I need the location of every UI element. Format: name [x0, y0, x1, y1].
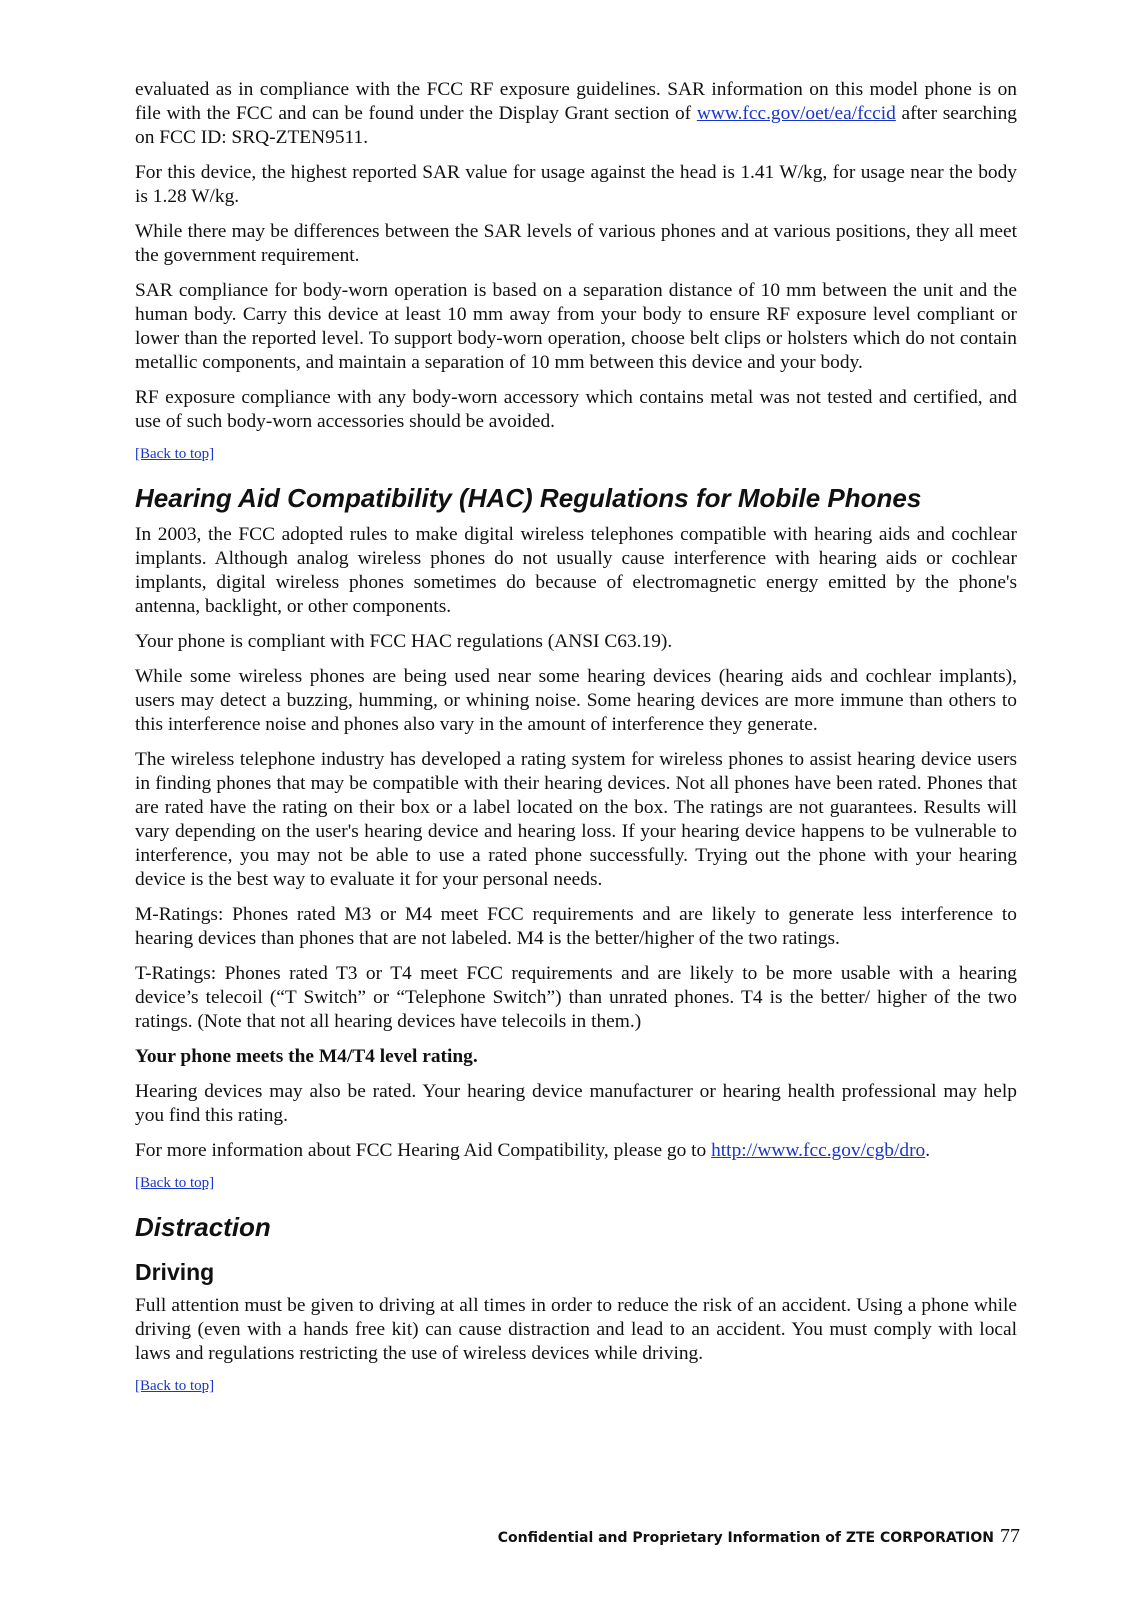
back-to-top-link-1[interactable]: [Back to top]: [135, 446, 215, 462]
sar-p1-tail: after searching on FCC ID: SRQ-ZTEN9511.: [135, 103, 1017, 148]
page-footer: [0, 1525, 1020, 1548]
sar-paragraph-3: While there may be differences between the SAR levels of various phones and at various positions, they all meet the government requirement.: [135, 221, 1017, 266]
hac-p9-tail: .: [925, 1140, 931, 1161]
fcc-id-link[interactable]: www.fcc.gov/oet/ea/fccid: [696, 103, 896, 124]
back-to-top-link-3[interactable]: [Back to top]: [135, 1378, 215, 1394]
hac-paragraph-4: The wireless telephone industry has developed a rating system for wireless phones to assist hearing device users in finding phones that may be compatible with their hearing devices. Not all phones have been rated. Phones that are rated have the rating on their box or a label located on the box. The ratings are not guarantees. Results will vary depending on the user's hearing device and hearing loss. If your hearing device happens to be vulnerable to interference, you may not be able to use a rated phone successfully. Trying out the phone with your hearing device is the best way to evaluate it for your personal needs.: [135, 749, 1017, 890]
hac-heading: Hearing Aid Compatibility (HAC) Regulations for Mobile Phones: [135, 483, 922, 513]
hac-paragraph-8: Hearing devices may also be rated. Your hearing device manufacturer or hearing health professional may help you find this rating.: [135, 1081, 1017, 1126]
sar-paragraph-1: [135, 78, 1017, 150]
hac-rating-statement: Your phone meets the M4/T4 level rating.: [135, 1046, 478, 1067]
hac-paragraph-3: While some wireless phones are being used near some hearing devices (hearing aids and cochlear implants), users may detect a buzzing, humming, or whining noise. Some hearing devices are more immune than others to this interference noise and phones also vary in the amount of interference they generate.: [135, 666, 1017, 735]
hac-paragraph-6: T-Ratings: Phones rated T3 or T4 meet FCC requirements and are likely to be more usable with a hearing device’s telecoil (“T Switch” or “Telephone Switch”) than unrated phones. T4 is the better/ higher of the two ratings. (Note that not all hearing devices have telecoils in them.): [135, 963, 1017, 1032]
fcc-hac-link[interactable]: http://www.fcc.gov/cgb/dro: [711, 1140, 926, 1161]
sar-paragraph-2: For this device, the highest reported SAR value for usage against the head is 1.41 W/kg, for usage near the body is 1.28 W/kg.: [135, 162, 1017, 207]
distraction-heading: Distraction: [135, 1212, 271, 1242]
hac-p9-text: For more information about FCC Hearing Aid Compatibility, please go to: [135, 1140, 712, 1161]
back-to-top-link-2[interactable]: [Back to top]: [135, 1175, 215, 1191]
hac-paragraph-1: In 2003, the FCC adopted rules to make digital wireless telephones compatible with hearing aids and cochlear implants. Although analog wireless phones do not usually cause interference with hearing aids or cochlear implants, digital wireless phones sometimes do because of electromagnetic energy emitted by the phone's antenna, backlight, or other components.: [135, 524, 1017, 617]
hac-paragraph-9: [135, 1139, 1017, 1163]
sar-paragraph-4: SAR compliance for body-worn operation is based on a separation distance of 10 mm between the unit and the human body. Carry this device at least 10 mm away from your body to ensure RF exposure level compliant or lower than the reported level. To support body-worn operation, choose belt clips or holsters which do not contain metallic components, and maintain a separation of 10 mm between this device and your body.: [135, 280, 1017, 373]
page-number: 77: [1000, 1525, 1020, 1547]
hac-paragraph-5: M-Ratings: Phones rated M3 or M4 meet FCC requirements and are likely to generate less interference to hearing devices than phones that are not labeled. M4 is the better/higher of the two ratings.: [135, 904, 1017, 949]
hac-paragraph-2: Your phone is compliant with FCC HAC regulations (ANSI C63.19).: [135, 631, 673, 652]
driving-subheading: Driving: [135, 1259, 215, 1285]
sar-paragraph-5: RF exposure compliance with any body-worn accessory which contains metal was not tested and certified, and use of such body-worn accessories should be avoided.: [135, 387, 1017, 432]
document-page: [135, 78, 1017, 1415]
driving-paragraph: Full attention must be given to driving at all times in order to reduce the risk of an accident. Using a phone while driving (even with a hands free kit) can cause distraction and lead to an accident. You must comply with local laws and regulations restricting the use of wireless devices while driving.: [135, 1295, 1017, 1364]
footer-confidential-text: Confidential and Proprietary Information of ZTE CORPORATION: [497, 1530, 994, 1546]
sar-p1-text: evaluated as in compliance with the FCC RF exposure guidelines. SAR information on this model phone is on file with the FCC and can be found under the Display Grant section of: [135, 79, 1017, 124]
